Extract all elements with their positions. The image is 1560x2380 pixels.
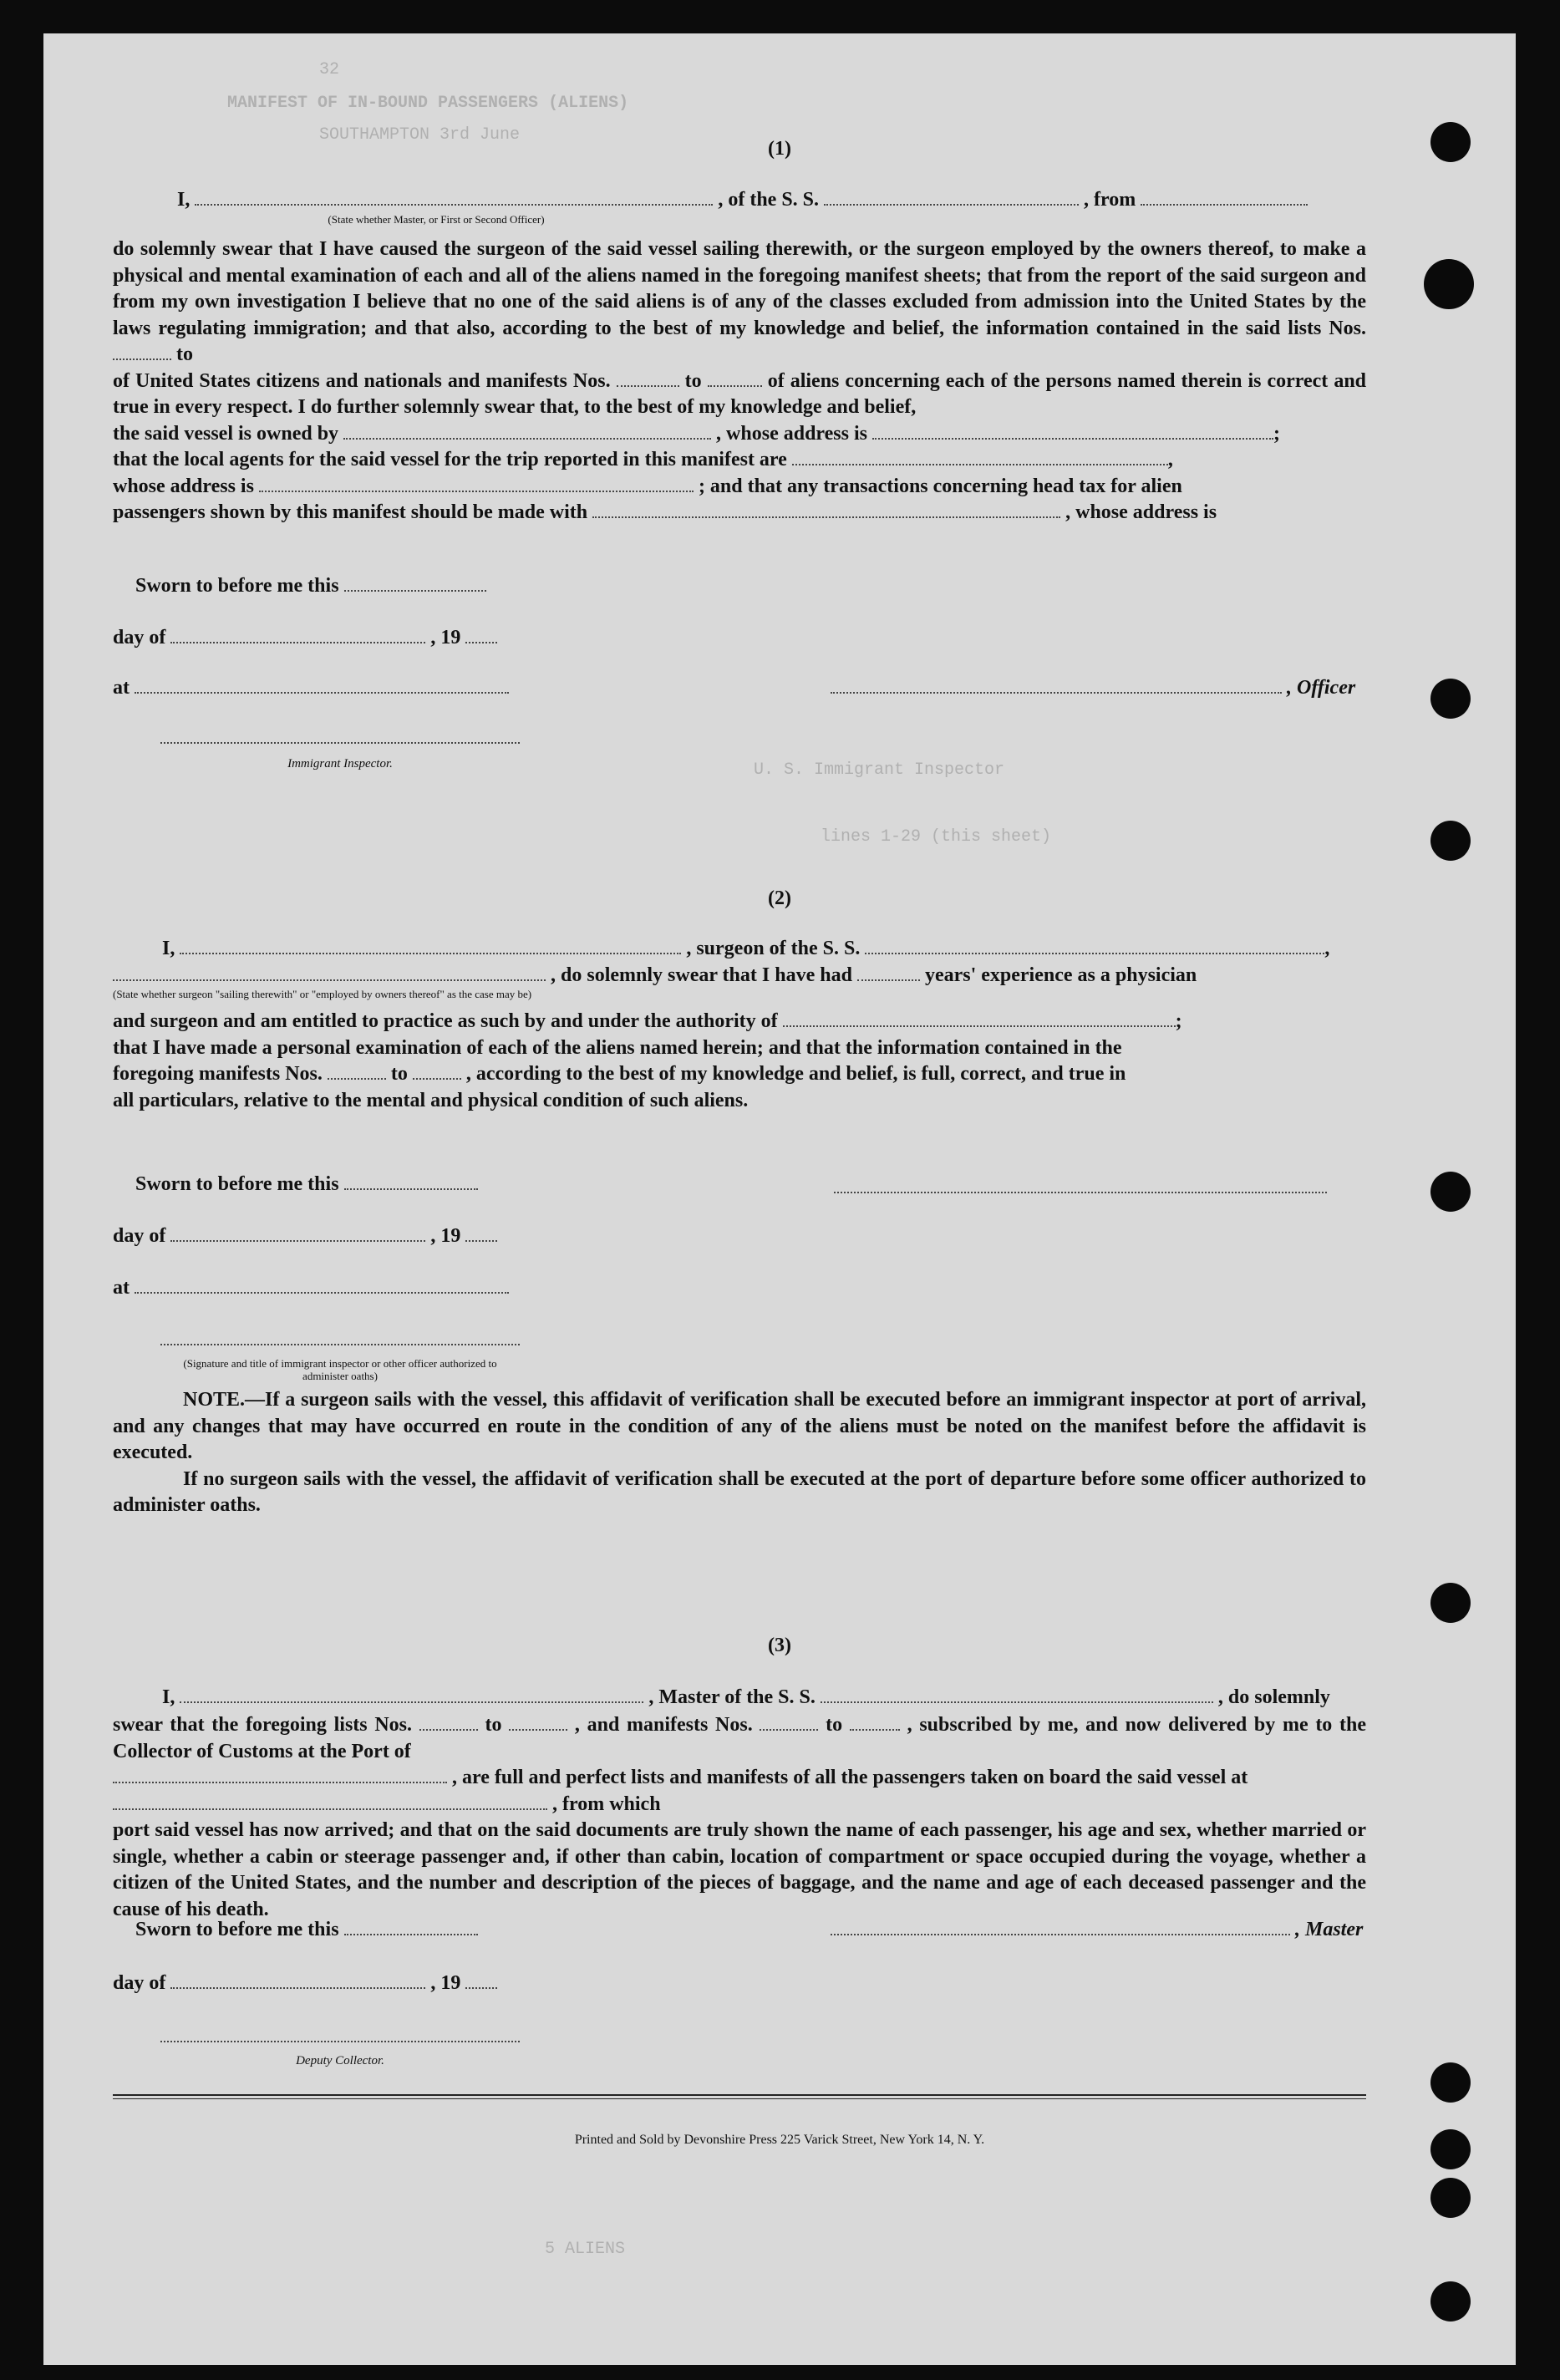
s1-of-ss: , of the S. S. bbox=[718, 189, 820, 211]
s1-to-2: to bbox=[684, 369, 702, 392]
manifest-sheet bbox=[43, 33, 1516, 2365]
s1-sworn-label: Sworn to before me this bbox=[135, 575, 339, 597]
s3-master-label: , Master bbox=[1295, 1919, 1364, 1940]
s1-day-label: day of bbox=[113, 627, 166, 648]
s1-body-6: that the local agents for the said vessel for the trip reported in this manifest are bbox=[113, 449, 787, 470]
s3-sworn-row bbox=[135, 1919, 478, 1941]
s3-i-label: I, bbox=[162, 1686, 175, 1708]
punch-hole bbox=[1430, 821, 1471, 861]
note-body-2: If no surgeon sails with the vessel, the affidavit of verification shall be executed at the port of departure before some officer authorized to administer oaths. bbox=[113, 1467, 1366, 1516]
punch-hole bbox=[1430, 1583, 1471, 1623]
s2-swear: , do solemnly swear that I have had bbox=[551, 964, 852, 986]
s2-day-label: day of bbox=[113, 1225, 166, 1247]
s3-body-7: , from which bbox=[552, 1793, 661, 1815]
s3-solemnly: , do solemnly bbox=[1217, 1686, 1330, 1708]
s2-years: years' experience as a physician bbox=[924, 964, 1197, 986]
ghost-manifest-title: MANIFEST OF IN-BOUND PASSENGERS (ALIENS) bbox=[227, 94, 629, 113]
s1-body-8: ; and that any transactions concerning head tax for alien bbox=[698, 475, 1182, 497]
s2-line-2 bbox=[113, 964, 1197, 987]
s1-body-9: passengers shown by this manifest should be made with bbox=[113, 501, 588, 523]
s2-sworn-label: Sworn to before me this bbox=[135, 1173, 339, 1195]
s2-oath-text: and surgeon and am entitled to practice as such by and under the authority of ; that I have made a personal examination of each of the aliens named herein; and that the information contained in the foregoing manifests Nos. to , according to the best of my knowledge and belief, is full, correct, and true in all particulars, relative to the mental and physical condition of such aliens. bbox=[113, 1010, 1182, 1111]
section-2-number: (2) bbox=[768, 887, 791, 909]
s1-year-label: , 19 bbox=[430, 627, 461, 648]
note-text bbox=[113, 1387, 1366, 1519]
s1-at-label: at bbox=[113, 677, 130, 699]
s2-of-ss: , surgeon of the S. S. bbox=[686, 938, 861, 959]
punch-hole bbox=[1430, 2129, 1471, 2169]
s1-line-1 bbox=[177, 189, 1308, 211]
s3-day-label: day of bbox=[113, 1972, 166, 1994]
punch-hole bbox=[1430, 1172, 1471, 1212]
s2-body-4: , according to the best of my knowledge and belief, is full, correct, and true in bbox=[465, 1063, 1126, 1085]
s1-inspector-caption: Immigrant Inspector. bbox=[287, 757, 393, 770]
footer-rule-2 bbox=[113, 2098, 1366, 2099]
ghost-page-number: 32 bbox=[319, 60, 340, 79]
s3-body-2: , and manifests Nos. bbox=[574, 1714, 753, 1736]
punch-hole bbox=[1430, 2178, 1471, 2218]
s1-body-4: the said vessel is owned by bbox=[113, 422, 339, 445]
ghost-port-date: SOUTHAMPTON 3rd June bbox=[319, 125, 521, 145]
footer-rule bbox=[113, 2094, 1366, 2096]
s2-inspector-caption: (Signature and title of immigrant inspector or other officer authorized to administer oaths) bbox=[183, 1357, 497, 1382]
s3-master-row bbox=[831, 1919, 1363, 1941]
s1-body-7: whose address is bbox=[113, 475, 254, 497]
printer-imprint: Printed and Sold by Devonshire Press 225 Varick Street, New York 14, N. Y. bbox=[574, 2133, 985, 2147]
punch-hole bbox=[1430, 2062, 1471, 2103]
s1-body-5: , whose address is bbox=[716, 422, 867, 445]
ghost-bottom: 5 ALIENS bbox=[545, 2240, 626, 2259]
s2-year-label: , 19 bbox=[430, 1225, 461, 1247]
s3-body-8: port said vessel has now arrived; and that on the said documents are truly shown the name of each passenger, his age and sex, whether married or single, whether a cabin or steerage passenger and, if other than cabin, location of compartment or space occupied during the voyage, whether a citizen of the United States, and the number and description of the pieces of baggage, and the name and age of each deceased passenger and the cause of his death. bbox=[113, 1819, 1366, 1920]
s2-to: to bbox=[390, 1063, 408, 1085]
s2-line-1: I, , surgeon of the S. S. , bbox=[162, 938, 1330, 959]
ghost-line-2: lines 1-29 (this sheet) bbox=[821, 827, 1052, 847]
s2-i-label: I, bbox=[162, 938, 175, 959]
s2-body-2: that I have made a personal examination of each of the aliens named herein; and that the information contained in the bbox=[113, 1036, 1122, 1059]
s2-day-row bbox=[113, 1225, 497, 1248]
s3-year-label: , 19 bbox=[430, 1972, 461, 1994]
s2-at-label: at bbox=[113, 1277, 130, 1299]
punch-hole bbox=[1430, 2281, 1471, 2322]
s1-officer-row bbox=[831, 677, 1355, 699]
punch-hole bbox=[1430, 679, 1471, 719]
s1-i-label: I, bbox=[177, 189, 191, 211]
s1-body-1: do solemnly swear that I have caused the surgeon of the said vessel sailing therewith, or the surgeon employed by the owners thereof, to make a physical and mental examination of each and all of the aliens named in the foregoing manifest sheets; that from the report of the said surgeon and from my own investigation I believe that no one of the said aliens is of any of the classes excluded from admission into the United States by the laws regulating immigration; and that also, according to the best of my knowledge and belief, the information contained in the said lists Nos. bbox=[113, 238, 1366, 339]
s3-body-1: swear that the foregoing lists Nos. bbox=[113, 1714, 413, 1736]
s2-body-1: and surgeon and am entitled to practice as such by and under the authority of bbox=[113, 1010, 778, 1032]
section-3-number: (3) bbox=[768, 1635, 791, 1656]
s1-body-10: , whose address is bbox=[1065, 501, 1217, 523]
ghost-line-1: U. S. Immigrant Inspector bbox=[754, 760, 1005, 780]
s2-body-3: foregoing manifests Nos. bbox=[113, 1063, 323, 1085]
s1-to-1: to bbox=[176, 343, 193, 365]
s1-oath-text: do solemnly swear that I have caused the surgeon of the said vessel sailing therewith, or the surgeon employed by the owners thereof, to make a physical and mental examination of each and all of the aliens named in the foregoing manifest sheets; that from the report of the said surgeon and from my own investigation I believe that no one of the said aliens is of any of the classes excluded from admission into the United States by the laws regulating immigration; and that also, according to the best of my knowledge and belief, the information contained in the said lists Nos. to of United States citizens and nationals and manifests Nos. to of aliens concerning each of the persons named therein is correct and true in every respect. I do further solemnly swear that, to the best of my knowledge and belief, the said vessel is owned by , whose address is ; that the local agents for the said vessel for the trip reported in this manifest are , whose address is ; and that any transactions concerning head tax for alien passengers shown by this manifest should be made with , whose address is bbox=[113, 238, 1367, 523]
s2-sworn-row bbox=[135, 1173, 478, 1196]
s2-at-row bbox=[113, 1277, 509, 1299]
s1-from: , from bbox=[1084, 189, 1136, 211]
s1-day-row bbox=[113, 627, 497, 649]
s1-at-row bbox=[113, 677, 509, 699]
s3-to-1: to bbox=[485, 1714, 502, 1736]
note-body-1: NOTE.—If a surgeon sails with the vessel, this affidavit of verification shall be executed before an immigrant inspector at port of arrival, and any changes that may have occurred en route in the condition of any of the aliens must be noted on the manifest before the affidavit is executed. bbox=[113, 1389, 1366, 1463]
s1-sworn-row bbox=[135, 575, 486, 598]
s1-body-2: of United States citizens and nationals and manifests Nos. bbox=[113, 369, 611, 392]
s3-day-row bbox=[113, 1972, 497, 1995]
s1-officer-label: , Officer bbox=[1287, 677, 1356, 699]
s3-oath-text bbox=[113, 1712, 1366, 1923]
s2-signature-line bbox=[834, 1192, 1327, 1193]
s2-inspector-line bbox=[160, 1344, 520, 1345]
punch-hole bbox=[1430, 122, 1471, 162]
s3-body-5: , are full and perfect lists and manifests of all the passengers taken on board the said vessel at bbox=[452, 1767, 1248, 1788]
s1-body-3: of aliens concerning each of the persons named therein is correct and true in every respect. I do further solemnly swear that, to the best of my knowledge and belief, bbox=[113, 369, 1367, 418]
s1-inspector-line bbox=[160, 742, 520, 744]
s3-line-1 bbox=[162, 1686, 1330, 1709]
s3-collector-caption: Deputy Collector. bbox=[296, 2054, 384, 2067]
s1-officer-hint: (State whether Master, or First or Second Officer) bbox=[328, 213, 545, 226]
s3-body-3: , subscribed by me, and now delivered by me to the Collector of Customs at the Port of bbox=[113, 1714, 1367, 1762]
s3-sworn-label: Sworn to before me this bbox=[135, 1919, 339, 1940]
s3-collector-line bbox=[160, 2041, 520, 2042]
s2-body-5: all particulars, relative to the mental and physical condition of such aliens. bbox=[113, 1089, 749, 1111]
section-1-number: (1) bbox=[768, 138, 791, 160]
s3-master-ss: , Master of the S. S. bbox=[648, 1686, 816, 1708]
s2-surgeon-hint: (State whether surgeon "sailing therewith" or "employed by owners thereof" as the case may be) bbox=[113, 988, 532, 1000]
s3-to-2: to bbox=[826, 1714, 843, 1736]
punch-hole bbox=[1424, 259, 1474, 309]
